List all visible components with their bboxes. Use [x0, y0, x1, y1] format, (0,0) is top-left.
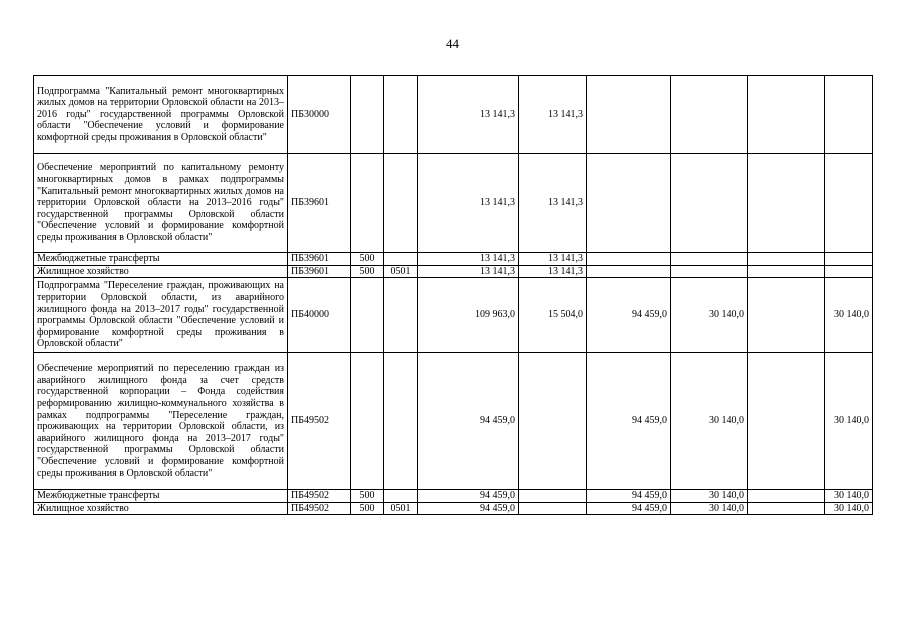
row-amount-6 [825, 154, 873, 253]
row-amount-3 [587, 154, 671, 253]
row-code: ПБ30000 [288, 76, 351, 154]
row-amount-6: 30 140,0 [825, 490, 873, 503]
row-name: Межбюджетные трансферты [34, 253, 288, 266]
row-section [384, 154, 418, 253]
row-total: 13 141,3 [418, 154, 519, 253]
row-amount-5 [748, 502, 825, 515]
row-amount-4: 30 140,0 [671, 353, 748, 490]
row-amount-6 [825, 76, 873, 154]
row-amount-4 [671, 76, 748, 154]
table-row [34, 353, 873, 490]
row-total: 13 141,3 [418, 76, 519, 154]
row-vr [351, 76, 384, 154]
row-code: ПБ39601 [288, 265, 351, 278]
row-code: ПБ49502 [288, 353, 351, 490]
row-amount-2: 13 141,3 [519, 76, 587, 154]
row-amount-3 [587, 265, 671, 278]
row-vr [351, 353, 384, 490]
row-amount-4: 30 140,0 [671, 502, 748, 515]
budget-table [33, 75, 873, 515]
row-amount-2: 15 504,0 [519, 278, 587, 353]
row-section [384, 490, 418, 503]
row-name: Межбюджетные трансферты [34, 490, 288, 503]
row-amount-3: 94 459,0 [587, 353, 671, 490]
table-row [34, 253, 873, 266]
row-amount-4: 30 140,0 [671, 490, 748, 503]
row-amount-5 [748, 278, 825, 353]
row-amount-5 [748, 154, 825, 253]
row-total: 13 141,3 [418, 253, 519, 266]
row-vr: 500 [351, 265, 384, 278]
page-number: 44 [446, 36, 459, 51]
row-amount-3: 94 459,0 [587, 502, 671, 515]
row-amount-6: 30 140,0 [825, 353, 873, 490]
row-section [384, 76, 418, 154]
row-code: ПБ40000 [288, 278, 351, 353]
row-total: 94 459,0 [418, 490, 519, 503]
row-amount-2 [519, 490, 587, 503]
row-amount-6 [825, 265, 873, 278]
table-row [34, 154, 873, 253]
row-amount-2: 13 141,3 [519, 265, 587, 278]
row-vr [351, 154, 384, 253]
row-name: Подпрограмма "Переселение граждан, проживающих на территории Орловской области, из аварийного жилищного фонда на 2013–2017 годы" государственной программы Орловской области "Обеспечение условий и формирование комфортной среды проживания в Орловской области" [34, 278, 288, 353]
row-total: 13 141,3 [418, 265, 519, 278]
row-amount-6: 30 140,0 [825, 278, 873, 353]
row-name: Обеспечение мероприятий по переселению граждан из аварийного жилищного фонда за счет средств государственной корпорации – Фонда содействия реформированию жилищно-коммунального хозяйства в рамках подпрограммы "Переселение граждан, проживающих на территории Орловской области, из аварийного жилищного фонда на 2013–2017 годы" государственной программы Орловской области "Обеспечение условий и формирование комфортной среды проживания в Орловской области" [34, 353, 288, 490]
row-section [384, 253, 418, 266]
row-total: 109 963,0 [418, 278, 519, 353]
table-row [34, 490, 873, 503]
row-code: ПБ39601 [288, 154, 351, 253]
table-row [34, 265, 873, 278]
row-name: Подпрограмма "Капитальный ремонт многоквартирных жилых домов на территории Орловской области на 2013–2016 годы" государственной программы Орловской области "Обеспечение условий и формирование комфортной среды проживания в Орловской области" [34, 76, 288, 154]
row-amount-4: 30 140,0 [671, 278, 748, 353]
row-name: Жилищное хозяйство [34, 265, 288, 278]
row-vr: 500 [351, 253, 384, 266]
row-amount-3 [587, 76, 671, 154]
row-vr [351, 278, 384, 353]
row-name: Обеспечение мероприятий по капитальному ремонту многоквартирных домов в рамках подпрограммы "Капитальный ремонт многоквартирных жилых домов на территории Орловской области на 2013–2016 годы" государственной программы Орловской области "Обеспечение условий и формирование комфортной среды проживания в Орловской области" [34, 154, 288, 253]
row-amount-2 [519, 502, 587, 515]
row-section [384, 278, 418, 353]
row-total: 94 459,0 [418, 353, 519, 490]
row-amount-5 [748, 265, 825, 278]
row-amount-2: 13 141,3 [519, 154, 587, 253]
row-amount-2: 13 141,3 [519, 253, 587, 266]
table-row [34, 76, 873, 154]
row-amount-5 [748, 76, 825, 154]
table-row [34, 278, 873, 353]
row-amount-5 [748, 253, 825, 266]
row-amount-4 [671, 253, 748, 266]
row-section [384, 353, 418, 490]
row-vr: 500 [351, 502, 384, 515]
row-amount-4 [671, 265, 748, 278]
row-amount-6 [825, 253, 873, 266]
row-name: Жилищное хозяйство [34, 502, 288, 515]
row-code: ПБ49502 [288, 490, 351, 503]
row-section: 0501 [384, 265, 418, 278]
row-amount-2 [519, 353, 587, 490]
row-amount-5 [748, 490, 825, 503]
row-amount-3 [587, 253, 671, 266]
row-section: 0501 [384, 502, 418, 515]
row-amount-3: 94 459,0 [587, 490, 671, 503]
row-amount-6: 30 140,0 [825, 502, 873, 515]
row-code: ПБ39601 [288, 253, 351, 266]
row-vr: 500 [351, 490, 384, 503]
row-total: 94 459,0 [418, 502, 519, 515]
row-amount-5 [748, 353, 825, 490]
row-code: ПБ49502 [288, 502, 351, 515]
row-amount-4 [671, 154, 748, 253]
table-row [34, 502, 873, 515]
row-amount-3: 94 459,0 [587, 278, 671, 353]
